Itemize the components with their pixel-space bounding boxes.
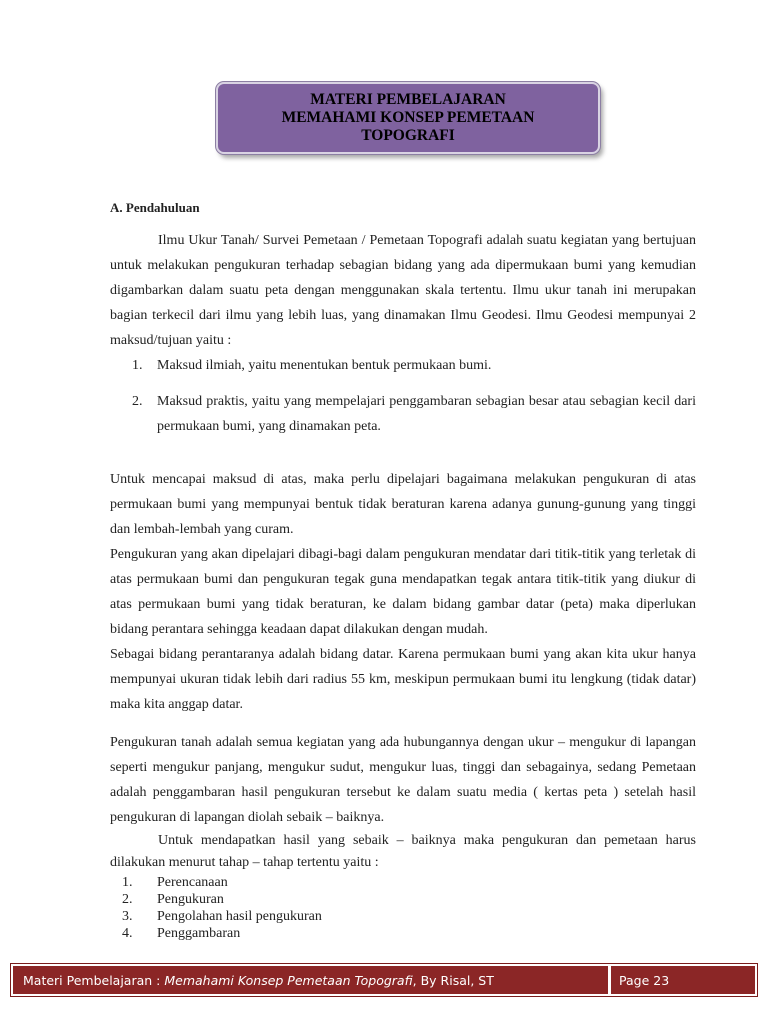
list-item: [110, 389, 696, 439]
body-paragraph-4: Pengukuran tanah adalah semua kegiatan yang ada hubungannya dengan ukur – mengukur di lapangan seperti mengukur panjang, mengukur sudut, mengukur luas, tinggi dan sebagainya, sedang Pemetaan adalah penggambaran hasil pengukuran tersebut ke dalam suatu media ( kertas peta ) setelah hasil pengukuran di lapangan diolah sebaik – baiknya.: [110, 735, 696, 825]
list-text: Pengukuran: [157, 892, 224, 907]
title-line-1: MATERI PEMBELAJARAN: [310, 91, 506, 108]
list-number: 2.: [122, 892, 133, 907]
list-item: [110, 874, 696, 891]
section-heading: A. Pendahuluan: [110, 200, 200, 215]
body-paragraph-3: Sebagai bidang perantaranya adalah bidang datar. Karena permukaan bumi yang akan kita ukur hanya mempunyai ukuran tidak lebih dari radius 55 km, meskipun permukaan bumi itu lengkung (tidak datar) maka kita anggap datar.: [110, 647, 696, 712]
footer-title: [13, 966, 608, 994]
body-paragraph-1: Untuk mencapai maksud di atas, maka perlu dipelajari bagaimana melakukan pengukuran di atas permukaan bumi yang mempunyai bentuk tidak beraturan karena adanya gunung-gunung yang tinggi dan lembah-lembah yang curam.: [110, 472, 696, 537]
intro-paragraph: Ilmu Ukur Tanah/ Survei Pemetaan / Pemetaan Topografi adalah suatu kegiatan yang bertujuan untuk melakukan pengukuran terhadap sebagian bidang yang ada dipermukaan bumi yang kemudian digambarkan dalam suatu peta dengan menggunakan skala tertentu. Ilmu ukur tanah ini merupakan bagian terkecil dari ilmu yang lebih luas, yang dinamakan Ilmu Geodesi. Ilmu Geodesi mempunyai 2 maksud/tujuan yaitu :: [110, 233, 696, 348]
list-item: [110, 925, 696, 942]
page-footer: [10, 963, 758, 997]
footer-suffix: , By Risal, ST: [412, 972, 494, 988]
list-number: 3.: [122, 909, 133, 924]
list-item: [110, 891, 696, 908]
document-title-box: [216, 82, 600, 154]
body-paragraph-2: Pengukuran yang akan dipelajari dibagi-bagi dalam pengukuran mendatar dari titik-titik yang terletak di atas permukaan bumi dan pengukuran tegak guna mendapatkan tegak antara titik-titik yang diukur di atas permukaan bumi yang tidak beraturan, ke dalam bidang gambar datar (peta) maka diperlukan bidang perantara sehingga keadaan dapat dilakukan dengan mudah.: [110, 547, 696, 637]
purpose-list: [110, 353, 696, 439]
body-paragraph-5: Untuk mendapatkan hasil yang sebaik – baiknya maka pengukuran dan pemetaan harus dilakukan menurut tahap – tahap tertentu yaitu :: [110, 833, 696, 870]
list-number: 4.: [122, 926, 133, 941]
title-line-3: TOPOGRAFI: [361, 127, 455, 144]
footer-title-italic: Memahami Konsep Pemetaan Topografi: [164, 972, 413, 988]
page-number: Page 23: [619, 972, 670, 988]
list-text: Pengolahan hasil pengukuran: [157, 909, 322, 924]
list-item: [110, 908, 696, 925]
list-text: Perencanaan: [157, 875, 228, 890]
list-number: 1.: [132, 358, 143, 373]
list-number: 1.: [122, 875, 133, 890]
footer-prefix: Materi Pembelajaran :: [23, 972, 165, 988]
list-text: Maksud praktis, yaitu yang mempelajari penggambaran sebagian besar atau sebagian kecil dari permukaan bumi, yang dinamakan peta.: [157, 394, 696, 434]
document-body: [110, 228, 696, 942]
list-number: 2.: [132, 394, 143, 409]
list-item: [110, 353, 696, 378]
list-text: Maksud ilmiah, yaitu menentukan bentuk permukaan bumi.: [157, 358, 492, 373]
list-text: Penggambaran: [157, 926, 241, 941]
title-line-2: MEMAHAMI KONSEP PEMETAAN: [281, 109, 535, 126]
steps-list: [110, 874, 696, 942]
